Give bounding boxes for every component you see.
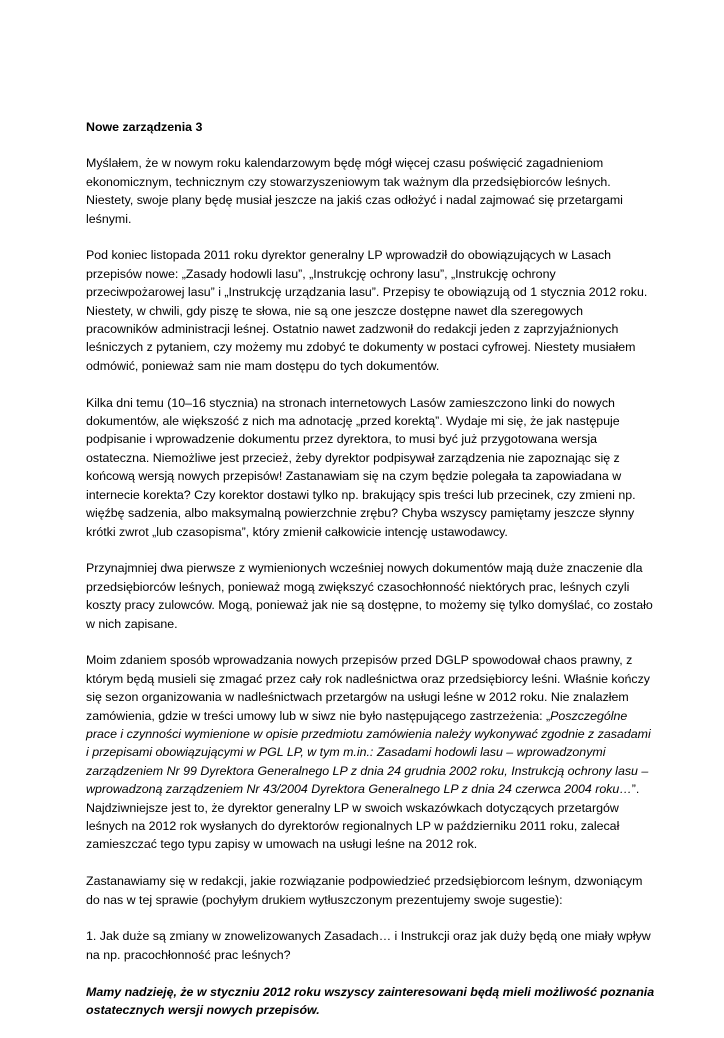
answer-1: Mamy nadzieję, że w styczniu 2012 roku wszyscy zainteresowani będą mieli możliwość poznania ostatecznych wersji nowych przepisów. (86, 984, 655, 1017)
paragraph-importance: Przynajmniej dwa pierwsze z wymienionych wcześniej nowych dokumentów mają duże znaczenie dla przedsiębiorców leśnych, ponieważ mogą zwiększyć czasochłonność niektórych prac, leśnych czyli koszty pracy zulowców. Mogą, ponieważ jak nie są dostępne, to możemy się tylko domyślać, co zostało w nich zapisane. (86, 561, 653, 631)
paragraph-new-regulations: Pod koniec listopada 2011 roku dyrektor generalny LP wprowadził do obowiązujących w Lasach przepisów nowe: „Zasady hodowli lasu”, „Instrukcję ochrony lasu”, „Instrukcję ochrony przeciwpożarowej lasu” i „Instrukcję urządzania lasu”. Przepisy te obowiązują od 1 stycznia 2012 roku. Niestety, w chwili, gdy piszę te słowa, nie są one jeszcze dostępne nawet dla szeregowych pracowników administracji leśnej. Ostatnio nawet zadzwonił do redakcji jeden z zaprzyjaźnionych leśniczych z pytaniem, czy możemy mu zdobyć te dokumenty w postaci cyfrowej. Niestety musiałem odmówić, ponieważ sam nie mam dostępu do tych dokumentów. (86, 248, 648, 373)
paragraph-legal-chaos (86, 651, 656, 853)
document-title: Nowe zarządzenia 3 (86, 120, 203, 134)
document-body (86, 118, 656, 1038)
question-1: 1. Jak duże są zmiany w znowelizowanych Zasadach… i Instrukcji oraz jak duży będą one miały wpływ na np. pracochłonność prac leśnych? (86, 929, 651, 962)
quoted-contract-clause: Poszczególne prace i czynności wymienione w opisie przedmiotu zamówienia należy wykonywać zgodnie z zasadami i przepisami obowiązującymi w PGL LP, w tym m.in.: Zasadami hodowli lasu – wprowadzonymi zarządzeniem Nr 99 Dyrektora Generalnego LP z dnia 24 grudnia 2002 roku, Instrukcją ochrony lasu – wprowadzoną zarządzeniem Nr 43/2004 Dyrektora Generalnego LP z dnia 24 czerwca 2004 roku… (86, 708, 651, 797)
paragraph-editorial-question: Zastanawiamy się w redakcji, jakie rozwiązanie podpowiedzieć przedsiębiorcom leśnym, dzwoniącym do nas w tej sprawie (pochyłym drukiem wytłuszczonym prezentujemy swoje sugestie): (86, 874, 643, 907)
paragraph-intro: Myślałem, że w nowym roku kalendarzowym będę mógł więcej czasu poświęcić zagadnieniom ekonomicznym, technicznym czy stowarzyszeniowym tak ważnym dla przedsiębiorców leśnych. Niestety, swoje plany będę musiał jeszcze na jakiś czas odłożyć i nadal zajmować się przetargami leśnymi. (86, 156, 623, 226)
paragraph-legal-chaos-start: Moim zdaniem sposób wprowadzania nowych przepisów przed DGLP spowodował chaos prawny, z którym będą musieli się zmagać przez cały rok nadleśnictwa oraz przedsiębiorcy leśni. Właśnie kończy się sezon organizowania w nadleśnictwach przetargów na usługi leśne w 2012 roku. Nie znalazłem zamówienia, gdzie w treści umowy lub w siwz nie było następującego zastrzeżenia: „ (86, 653, 650, 723)
paragraph-legal-chaos-end: ”. Najdziwniejsze jest to, że dyrektor generalny LP w swoich wskazówkach dotyczących przetargów leśnych na 2012 rok wysłanych do dyrektorów regionalnych LP w październiku 2011 roku, zalecał zamieszczać tego typu zapisy w umowach na usługi leśne na 2012 rok. (86, 782, 640, 852)
paragraph-correction: Kilka dni temu (10–16 stycznia) na stronach internetowych Lasów zamieszczono linki do nowych dokumentów, ale większość z nich ma adnotację „przed korektą”. Wydaje mi się, że jak następuje podpisanie i wprowadzenie dokumentu przez dyrektora, to musi być już przygotowana wersja ostateczna. Niemożliwe jest przecież, żeby dyrektor podpisywał zarządzenia nie zapoznając się z końcową wersją nowych przepisów! Zastanawiam się na czym będzie polegała ta zapowiadana w internecie korekta? Czy korektor dostawi tylko np. brakujący spis treści lub przecinek, czy zmieni np. więźbę sadzenia, albo maksymalną powierzchnie zrębu? Chyba wszyscy pamiętamy jeszcze słynny krótki zwrot „lub czasopisma”, który zmienił całkowicie intencję ustawodawcy. (86, 395, 636, 539)
